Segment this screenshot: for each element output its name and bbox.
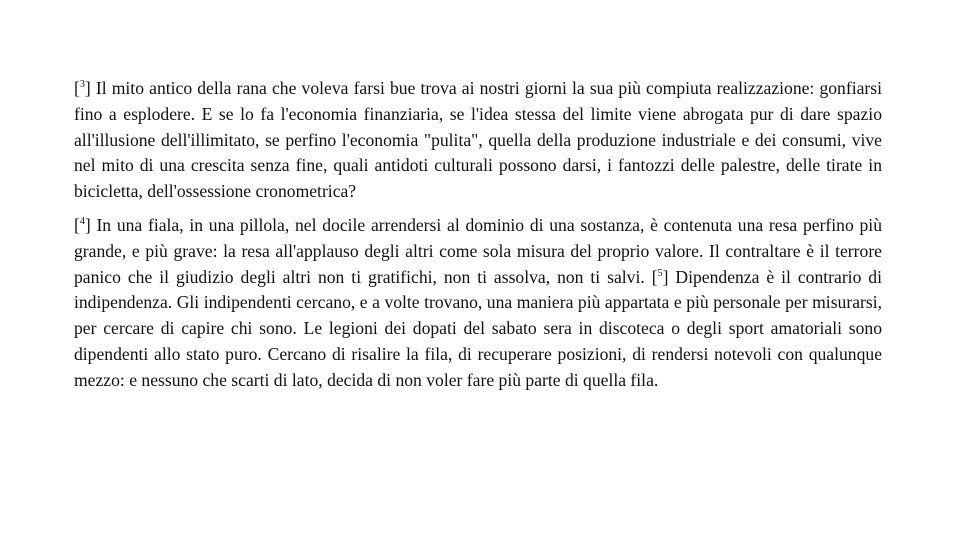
paragraph-1 (74, 76, 882, 205)
footnote-number: 4 (79, 215, 85, 227)
paragraph-text: Dipendenza è il contrario di indipendenza. Gli indipendenti cercano, e a volte trovano, una maniera più appartata e più personale per misurarsi, per cercare di capire chi sono. Le legioni dei dopati del sabato sera in discoteca o degli sport amatoriali sono dipendenti allo stato puro. Cercano di risalire la fila, di recuperare posizioni, di rendersi notevoli con qualunque mezzo: e nessuno che scarti di lato, decida di non voler fare più parte di quella fila. (74, 266, 882, 390)
footnote-ref-5: [$^5$] (651, 266, 669, 287)
document-page (74, 76, 882, 394)
paragraph-text: Il mito antico della rana che voleva farsi bue trova ai nostri giorni la sua più compiuta realizzazione: gonfiarsi fino a esplodere. E se lo fa l'economia finanziaria, se l'idea stessa del limite viene abrogata pur di dare spazio all'illusione dell'illimitato, se perfino l'economia "pulita", quella della produzione industriale e dei consumi, vive nel mito di una crescita senza fine, quali antidoti culturali possono darsi, i fantozzi delle palestre, delle tirate in bicicletta, dell'ossessione cronometrica? (74, 78, 882, 202)
footnote-ref-4: [$^4$] (74, 214, 91, 235)
footnote-ref-3: [$^3$] (74, 78, 91, 98)
paragraph-text: In una fiala, in una pillola, nel docile arrendersi al dominio di una sostanza, è contenuta una resa perfino più grande, e più grave: la resa all'applauso degli altri come sola misura del proprio valore. Il contraltare è il terrore panico che il giudizio degli altri non ti gratifichi, non ti assolva, non ti salvi. (74, 214, 882, 287)
paragraph-2 (74, 213, 882, 394)
footnote-number: 3 (79, 79, 85, 90)
footnote-number: 5 (657, 267, 663, 279)
